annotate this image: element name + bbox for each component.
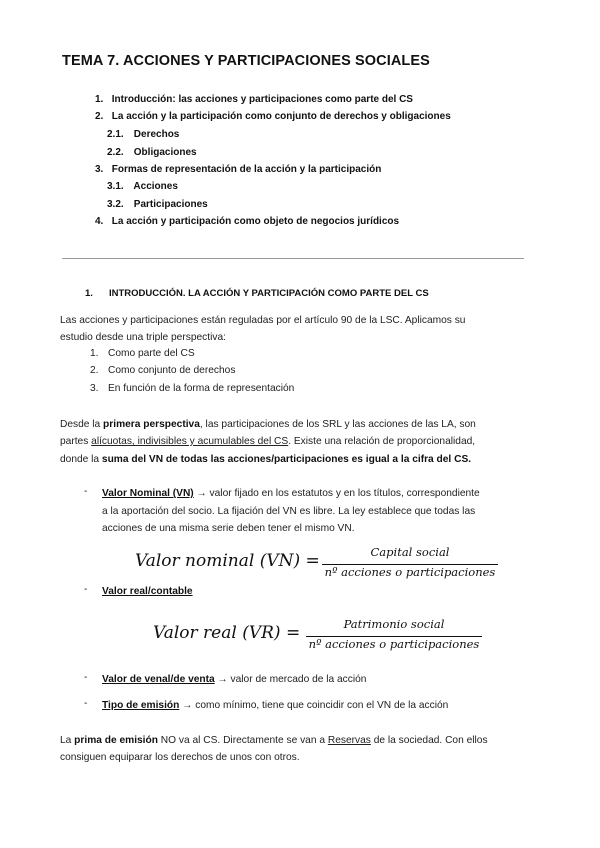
paragraph-line: La prima de emisión NO va al CS. Directamente se van a Reservas de la sociedad. Con ellos — [60, 735, 488, 746]
bullet-dash: - — [84, 672, 88, 683]
paragraph-line: consiguen equiparar los derechos de unos con otros. — [60, 752, 300, 763]
list-number: 3. — [90, 383, 99, 394]
toc-item: 2.2. Obligaciones — [107, 147, 197, 158]
formula-denominator: nº acciones o participaciones — [308, 637, 480, 651]
formula-numerator: Patrimonio social — [343, 617, 445, 631]
list-item: En función de la forma de representación — [108, 383, 295, 394]
formula-lhs: Valor nominal (VN) = — [135, 551, 320, 571]
paragraph-line: partes alícuotas, indivisibles y acumulables del CS. Existe una relación de proporcionalidad, — [60, 436, 476, 447]
list-item: Como parte del CS — [108, 348, 195, 359]
section-divider — [62, 258, 524, 259]
bullet-dash: - — [84, 486, 88, 497]
formula-numerator: Capital social — [370, 545, 450, 559]
toc-item: 4. La acción y participación como objeto de negocios jurídicos — [95, 216, 400, 227]
toc-item: 3.1. Acciones — [107, 181, 178, 192]
intro-line: estudio desde una triple perspectiva: — [60, 332, 226, 343]
toc-item: 1. Introducción: las acciones y participaciones como parte del CS — [95, 94, 413, 105]
bullet-line: Tipo de emisión → como mínimo, tiene que coincidir con el VN de la acción — [102, 700, 449, 711]
page-title: TEMA 7. ACCIONES Y PARTICIPACIONES SOCIALES — [62, 53, 430, 69]
bullet-dash: - — [84, 698, 88, 709]
bullet-line: Valor de venal/de venta → valor de mercado de la acción — [102, 674, 367, 685]
formula-denominator: nº acciones o participaciones — [324, 565, 496, 579]
toc-item: 2. La acción y la participación como conjunto de derechos y obligaciones — [95, 111, 451, 122]
bullet-line: Valor Nominal (VN) → valor fijado en los estatutos y en los títulos, correspondiente — [102, 488, 480, 499]
document-page: TEMA 7. ACCIONES Y PARTICIPACIONES SOCIALES 1. Introducción: las acciones y participaciones como parte del CS 2. La acción y la participación como conjunto de derechos y obligaciones 2.1. Derechos 2.2. Obligaciones 3. Formas de representación de la acción y la participación 3.1. Acciones 3.2. Participaciones 4. La acción y participación como objeto de negocios jurídicos 1. INTRODUCCIÓN. LA ACCIÓN Y PARTICIPACIÓN COMO PARTE DEL CS Las acciones y participaciones están reguladas por el artículo 90 de la LSC. Aplicamos su estudio desde una triple perspectiva: 1. Como parte del CS 2. Como conjunto de derechos 3. En función de la forma de representación Desde la primera perspectiva, las participaciones de los SRL y las acciones de las LA, son partes alícuotas, indivisibles y acumulables del CS. Existe una relación de proporcionalidad, donde la suma del VN de todas las acciones/participaciones es igual a la cifra del CS. - Valor Nominal (VN) → valor fijado en los estatutos y en los títulos, correspondiente a la aportación del socio. La fijación del VN es libre. La ley establece que todas las acciones de una misma serie deben tener el mismo VN. Valor nominal (VN) = Capital social nº acciones o participaciones - Valor real/contable Valor real (VR) = Patrimonio social nº acciones o participaciones - Valor de venal/de venta → valor de mercado de la acción - Tipo de emisión → como mínimo, tiene que coincidir con el VN de la acción La prima de emisión NO va al CS. Directamente se van a Reservas de la sociedad. Con ellos consiguen equiparar los derechos de unos con otros. — [0, 0, 600, 848]
paragraph-line: Desde la primera perspectiva, las participaciones de los SRL y las acciones de las LA, son — [60, 419, 476, 430]
intro-line: Las acciones y participaciones están reguladas por el artículo 90 de la LSC. Aplicamos su — [60, 315, 466, 326]
toc-item: 2.1. Derechos — [107, 129, 180, 140]
paragraph-line: donde la suma del VN de todas las acciones/participaciones es igual a la cifra del CS. — [60, 454, 472, 465]
bullet-dash: - — [84, 584, 88, 595]
bullet-line: a la aportación del socio. La fijación del VN es libre. La ley establece que todas las — [102, 506, 476, 517]
bullet-line: acciones de una misma serie deben tener el mismo VN. — [102, 523, 355, 534]
toc-item: 3.2. Participaciones — [107, 199, 208, 210]
formula-lhs: Valor real (VR) = — [153, 623, 301, 643]
list-number: 1. — [90, 348, 99, 359]
bullet-line: Valor real/contable — [102, 586, 193, 597]
toc-item: 3. Formas de representación de la acción y la participación — [95, 164, 382, 175]
list-item: Como conjunto de derechos — [108, 365, 236, 376]
list-number: 2. — [90, 365, 99, 376]
